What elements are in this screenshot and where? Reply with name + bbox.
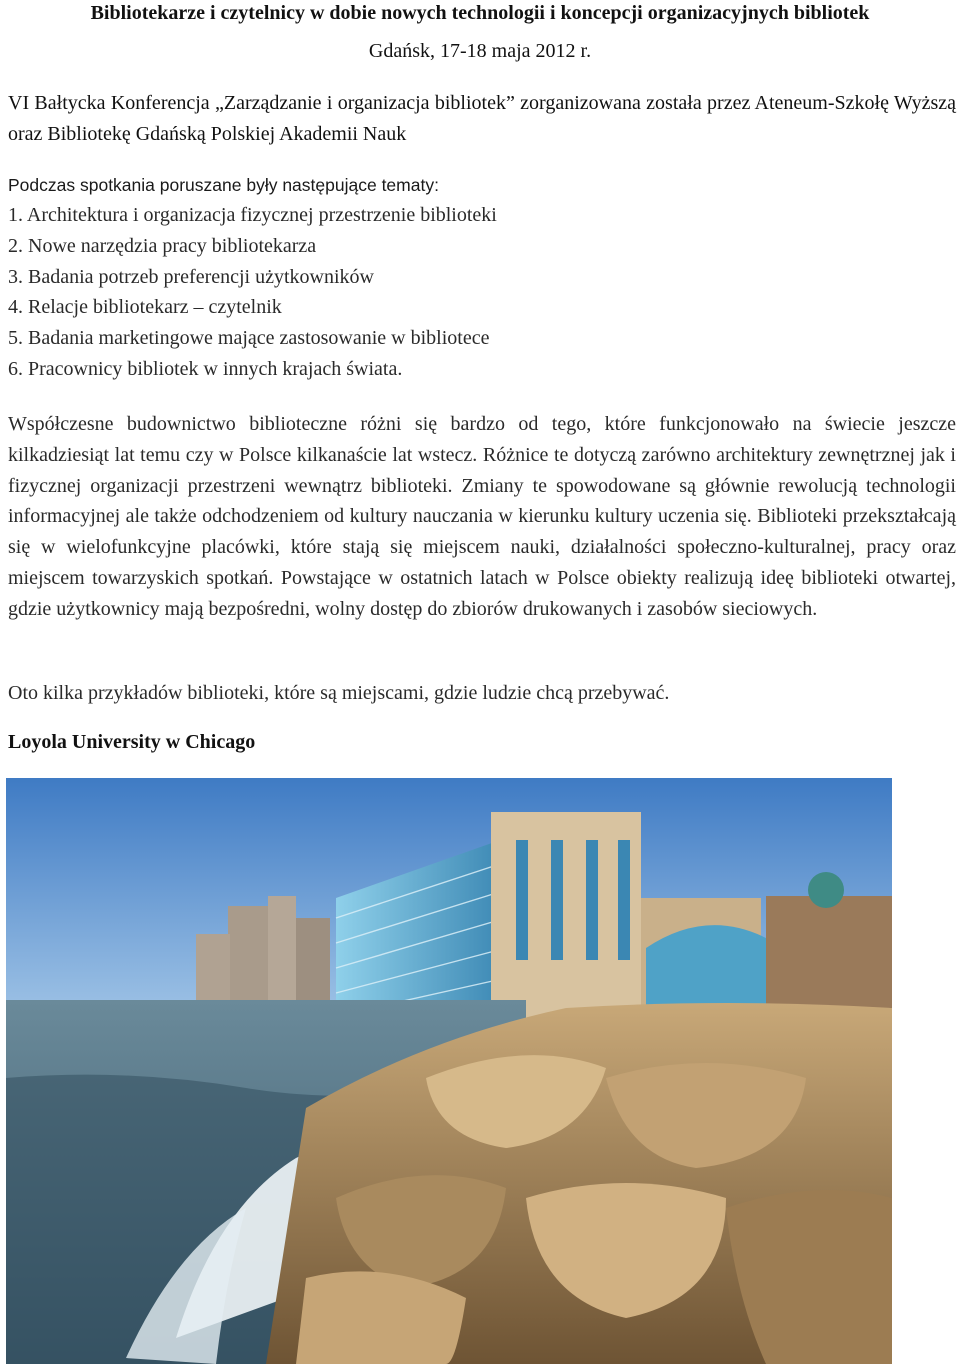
topic-item: 3. Badania potrzeb preferencji użytkowników — [8, 265, 374, 288]
place-date: Gdańsk, 17-18 maja 2012 r. — [368, 40, 592, 62]
topic-list — [8, 200, 497, 385]
topic-item: 2. Nowe narzędzia pracy bibliotekarza — [8, 234, 317, 257]
topics-lead: Podczas spotkania poruszane były następujące tematy: — [8, 175, 439, 195]
examples-lead: Oto kilka przykładów biblioteki, które są miejscami, gdzie ludzie chcą przebywać. — [8, 682, 670, 704]
topic-item: 1. Architektura i organizacja fizycznej przestrzenie biblioteki — [8, 204, 497, 226]
topic-item: 6. Pracownicy bibliotek w innych krajach świata. — [8, 357, 403, 380]
document-title: Bibliotekarze i czytelnicy w dobie nowych technologii i koncepcji organizacyjnych bibliotek — [90, 2, 870, 24]
topic-item: 4. Relacje bibliotekarz – czytelnik — [8, 296, 282, 319]
section-heading: Loyola University w Chicago — [8, 731, 256, 753]
stone-tower — [491, 812, 641, 1018]
intro-paragraph: VI Bałtycka Konferencja „Zarządzanie i organizacja bibliotek” zorganizowana została przez Ateneum-Szkołę Wyższą oraz Bibliotekę Gdańską Polskiej Akademii Nauk — [8, 92, 956, 145]
library-photo — [6, 778, 892, 1364]
topic-item: 5. Badania marketingowe mające zastosowanie w bibliotece — [8, 327, 490, 350]
body-paragraph: Współczesne budownictwo biblioteczne różni się bardzo od tego, które funkcjonowało na świecie jeszcze kilkadziesiąt lat temu czy w Polsce kilkanaście lat wstecz. Różnice te dotyczą zarówno architektury zewnętrznej jak i fizycznej organizacji przestrzeni wewnątrz biblioteki. Zmiany te spowodowane są głównie rewolucją technologii informacyjnej ale także odchodzeniem od kultury nauczania w kierunku kultury uczenia się. Biblioteki przekształcają się w wielofunkcyjne placówki, które stają się miejscem nauki, działalności społeczno-kulturalnej, pracy oraz miejscem towarzyskich spotkań. Powstające w ostatnich latach w Polsce obiekty realizują ideę biblioteki otwartej, gdzie użytkownicy mają bezpośredni, wolny dostęp do zbiorów drukowanych i zasobów sieciowych. — [8, 413, 956, 620]
